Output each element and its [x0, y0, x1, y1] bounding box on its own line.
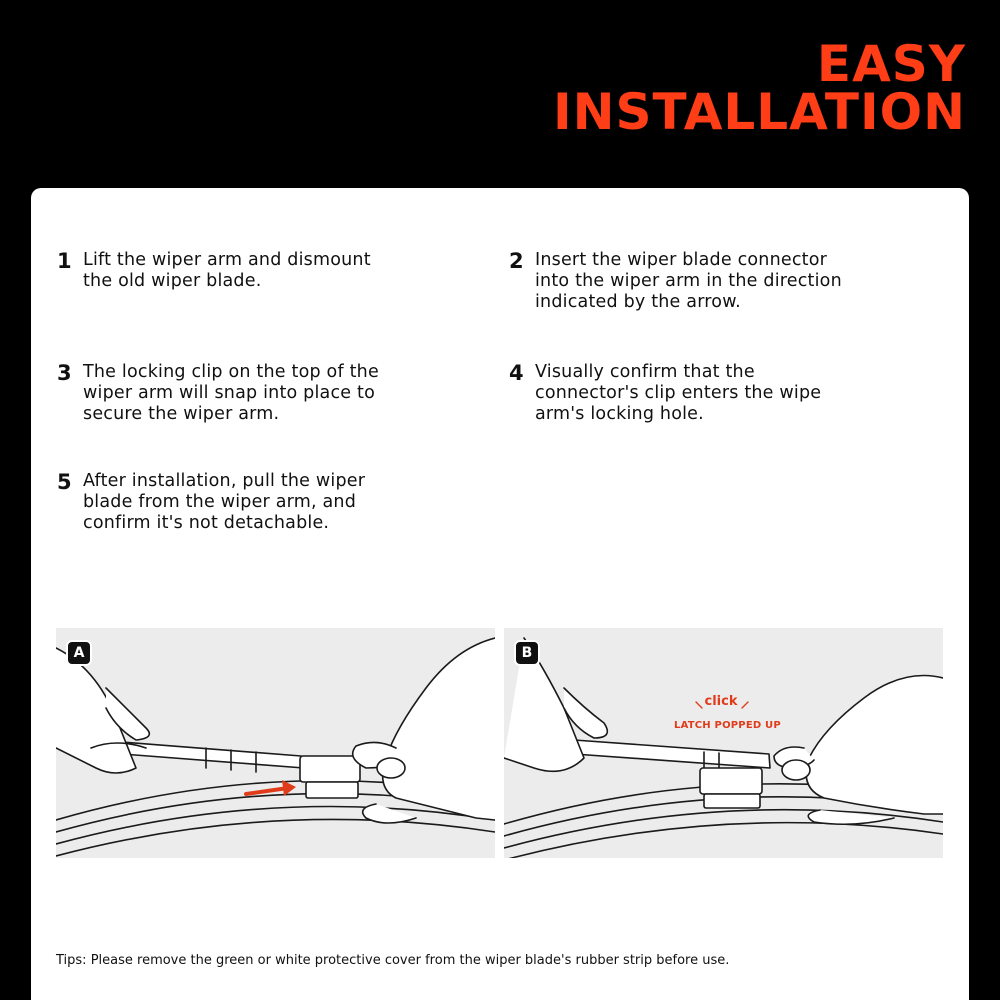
page-heading [553, 35, 966, 141]
step-number: 3 [57, 361, 72, 385]
step-text: Visually confirm that the connector's clip enters the wipe arm's locking hole. [535, 362, 822, 424]
wiper-insert-illustration [56, 628, 495, 858]
step-text: Lift the wiper arm and dismount the old wiper blade. [83, 250, 371, 291]
step-1 [57, 250, 497, 292]
tips-note: Tips: Please remove the green or white protective cover from the wiper blade's rubber strip before use. [56, 953, 730, 968]
illustration-badge-b: B [514, 640, 540, 666]
step-number: 4 [509, 361, 524, 385]
step-5 [57, 471, 497, 534]
step-2 [509, 250, 959, 313]
step-number: 5 [57, 470, 72, 494]
wiper-latch-illustration [504, 628, 943, 858]
latch-label: LATCH POPPED UP [674, 720, 781, 731]
illustration-a [56, 628, 495, 858]
step-3 [57, 362, 497, 425]
step-text: After installation, pull the wiper blade from the wiper arm, and confirm it's not detachable. [83, 471, 366, 533]
step-number: 1 [57, 249, 72, 273]
step-4 [509, 362, 959, 425]
heading-line-2: INSTALLATION [553, 83, 966, 141]
illustration-badge-a: A [66, 640, 92, 666]
step-number: 2 [509, 249, 524, 273]
click-label: click [704, 694, 738, 709]
illustration-b [504, 628, 943, 858]
heading-line-1: EASY [816, 35, 966, 93]
step-text: The locking clip on the top of the wiper arm will snap into place to secure the wiper arm. [83, 362, 379, 424]
step-text: Insert the wiper blade connector into the wiper arm in the direction indicated by the arrow. [535, 250, 842, 312]
instructions-card [31, 188, 969, 1000]
